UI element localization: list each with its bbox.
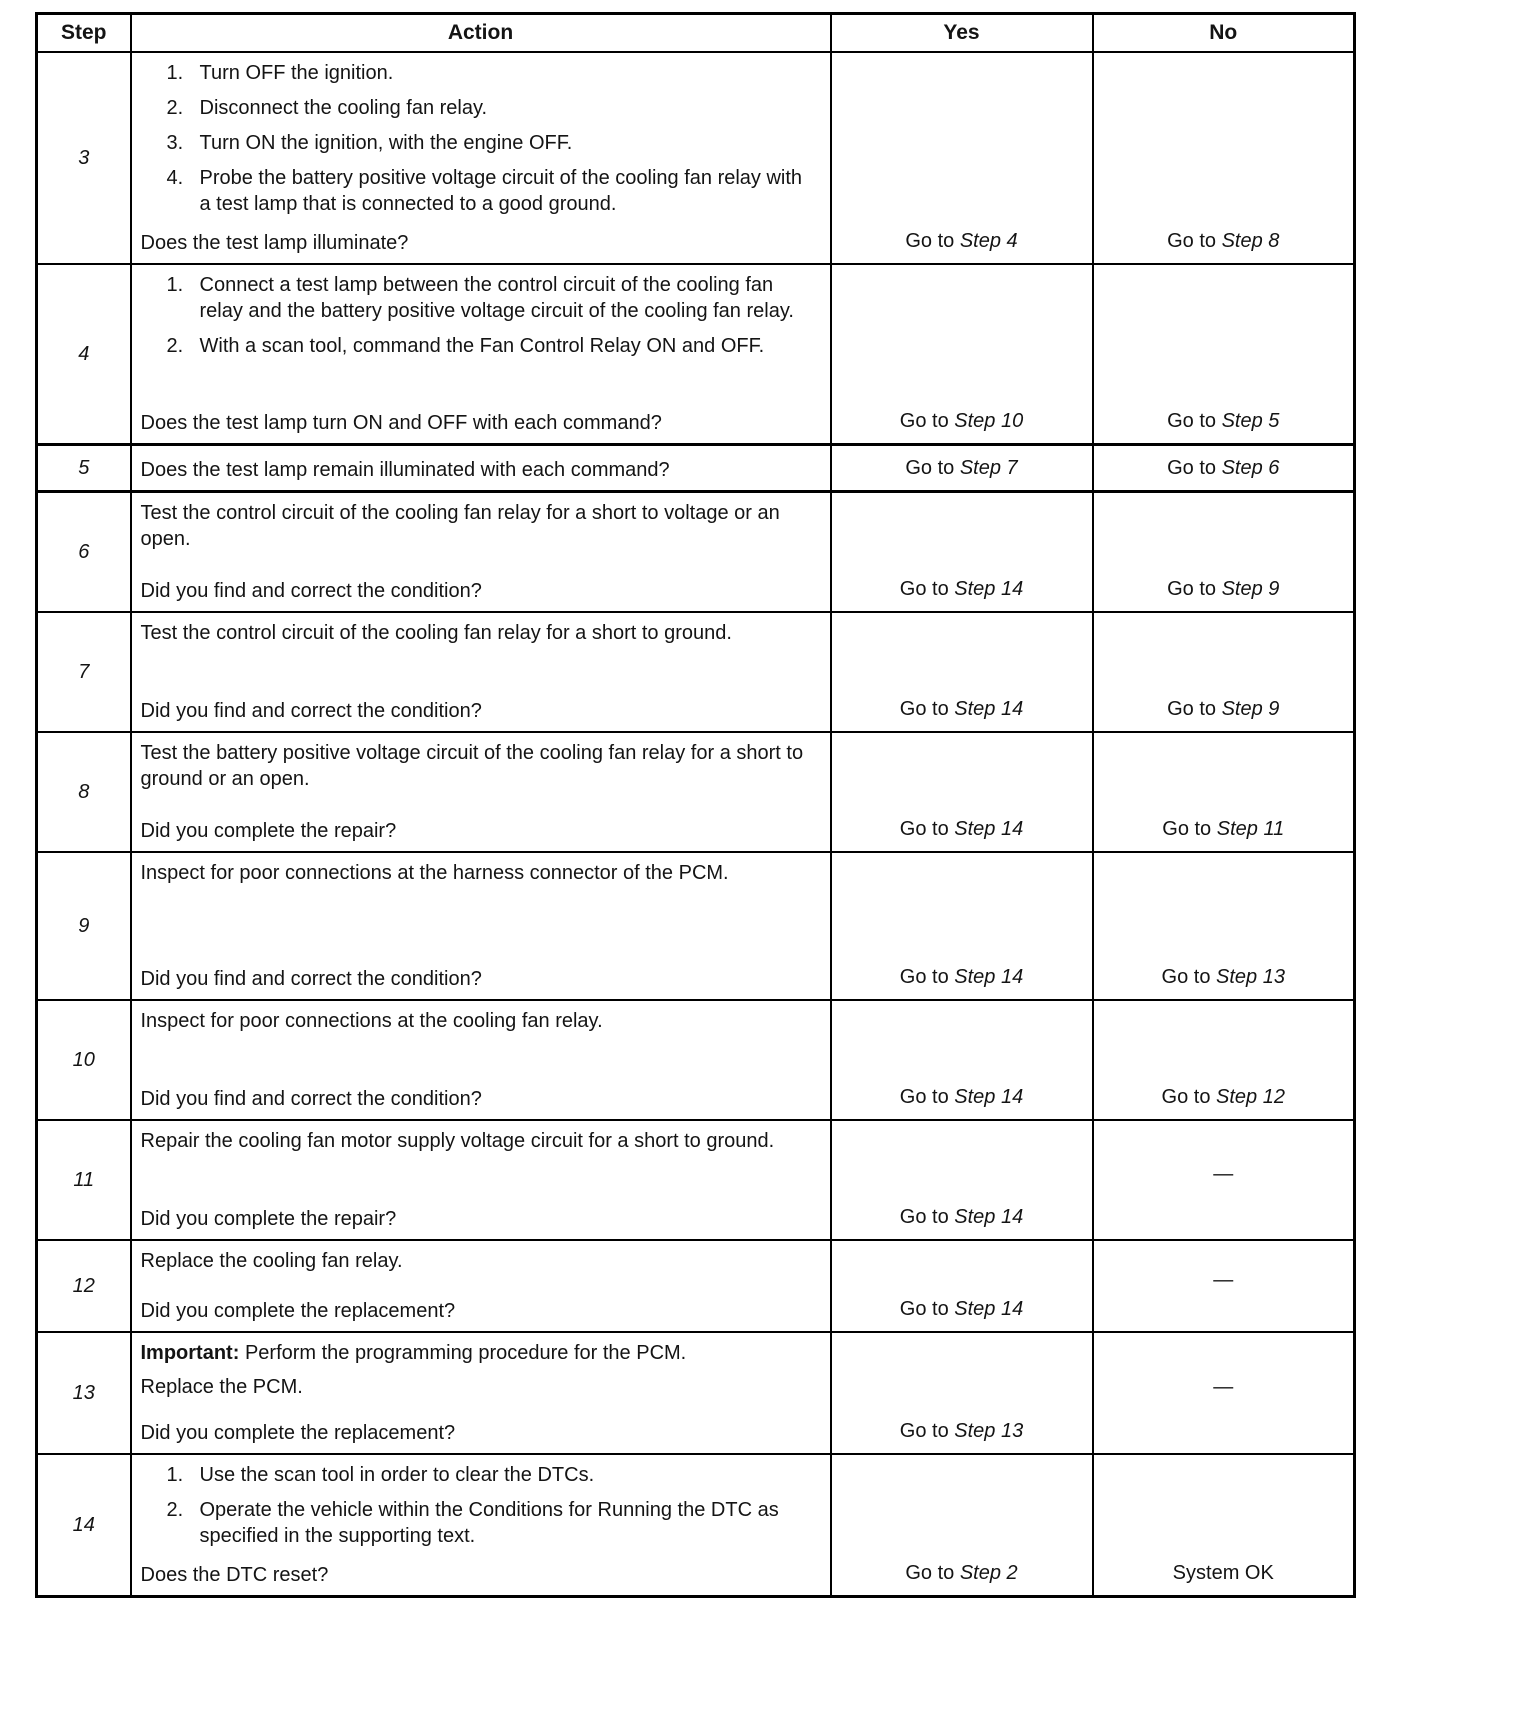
step-number: 14 — [37, 1454, 131, 1597]
yes-cell — [831, 445, 1093, 492]
action-cell — [131, 732, 831, 852]
action-body — [141, 620, 818, 654]
list-number: 3. — [166, 132, 184, 154]
action-body — [141, 1462, 818, 1558]
step-reference: Step 13 — [954, 1420, 1024, 1442]
no-cell — [1093, 1240, 1355, 1332]
goto-text: Go to — [899, 966, 955, 988]
step-reference: Step 4 — [959, 230, 1018, 252]
action-paragraph: Replace the PCM. — [140, 1376, 303, 1398]
table-row — [37, 492, 1355, 613]
step-reference: Step 11 — [1216, 818, 1285, 840]
action-body — [141, 740, 818, 800]
action-list-item — [141, 165, 818, 217]
action-paragraph: Test the control circuit of the cooling fan relay for a short to ground. — [140, 622, 732, 644]
action-question: Did you complete the repair? — [140, 1208, 397, 1230]
yes-cell — [831, 1454, 1093, 1597]
goto-text: Go to — [905, 457, 960, 479]
step-reference: Step 5 — [1221, 410, 1280, 432]
step-reference: Step 14 — [954, 1086, 1024, 1108]
list-item-text: Operate the vehicle within the Conditions for Running the DTC as specified in the supporting text. — [199, 1499, 779, 1547]
action-paragraph: Important: Perform the programming procedure for the PCM. — [140, 1342, 687, 1364]
yes-cell — [831, 612, 1093, 732]
yes-cell — [831, 1120, 1093, 1240]
step-reference: Step 14 — [954, 818, 1024, 840]
no-cell — [1093, 1120, 1355, 1240]
goto-text: Go to — [1161, 1086, 1217, 1108]
action-cell — [131, 1454, 831, 1597]
action-paragraph: Repair the cooling fan motor supply voltage circuit for a short to ground. — [140, 1130, 775, 1152]
list-item-text: Probe the battery positive voltage circuit of the cooling fan relay with a test lamp that is connected to a good ground. — [199, 167, 803, 215]
list-item-text: Turn OFF the ignition. — [199, 62, 394, 84]
step-number: 13 — [37, 1332, 131, 1454]
table-row — [37, 52, 1355, 264]
goto-text: Go to — [905, 1562, 960, 1584]
goto-text: Go to — [1167, 698, 1222, 720]
yes-cell — [831, 264, 1093, 445]
goto-text: Go to — [1167, 578, 1222, 600]
action-paragraph: Test the battery positive voltage circuit of the cooling fan relay for a short to ground or an open. — [140, 742, 804, 790]
action-question: Did you complete the replacement? — [140, 1300, 456, 1322]
table-row — [37, 445, 1355, 492]
step-number: 10 — [37, 1000, 131, 1120]
no-cell — [1093, 1000, 1355, 1120]
col-header-no: No — [1093, 14, 1355, 53]
step-number: 5 — [37, 445, 131, 492]
action-body — [141, 272, 818, 368]
step-reference: Step 9 — [1221, 698, 1280, 720]
yes-cell — [831, 52, 1093, 264]
list-number: 1. — [166, 1464, 184, 1486]
action-body — [141, 1248, 818, 1282]
table-body — [37, 52, 1355, 1597]
action-list-item — [141, 1497, 818, 1549]
step-reference: Step 14 — [954, 966, 1024, 988]
action-body — [141, 60, 818, 226]
goto-text: Go to — [1167, 457, 1222, 479]
no-cell — [1093, 445, 1355, 492]
no-cell — [1093, 52, 1355, 264]
goto-text: Go to — [905, 230, 960, 252]
action-cell — [131, 1000, 831, 1120]
goto-text: Go to — [899, 1298, 955, 1320]
yes-cell — [831, 1240, 1093, 1332]
goto-text: Go to — [899, 1086, 955, 1108]
table-row — [37, 1332, 1355, 1454]
step-reference: Step 2 — [959, 1562, 1018, 1584]
table-row — [37, 1454, 1355, 1597]
yes-cell — [831, 852, 1093, 1000]
col-header-step: Step — [37, 14, 131, 53]
dash: — — [1213, 1376, 1234, 1398]
goto-text: Go to — [899, 698, 955, 720]
action-paragraph: Test the control circuit of the cooling fan relay for a short to voltage or an open. — [140, 502, 780, 550]
important-label: Important: — [140, 1342, 240, 1364]
step-number: 6 — [37, 492, 131, 613]
step-number: 7 — [37, 612, 131, 732]
action-cell — [131, 1240, 831, 1332]
step-reference: Step 13 — [1216, 966, 1285, 988]
step-reference: Step 8 — [1221, 230, 1280, 252]
yes-cell — [831, 492, 1093, 613]
goto-text: Go to — [899, 818, 955, 840]
action-list-item — [141, 95, 818, 121]
action-question: Does the test lamp turn ON and OFF with each command? — [140, 412, 662, 434]
col-header-yes: Yes — [831, 14, 1093, 53]
step-reference: Step 10 — [954, 410, 1024, 432]
yes-cell — [831, 1000, 1093, 1120]
goto-text: Go to — [1167, 230, 1222, 252]
action-body — [141, 500, 818, 560]
goto-text: Go to — [1162, 818, 1217, 840]
action-cell — [131, 1332, 831, 1454]
action-cell — [131, 52, 831, 264]
step-number: 12 — [37, 1240, 131, 1332]
action-list-item — [141, 60, 818, 86]
diagnostic-table — [35, 12, 1356, 1598]
action-list-item — [141, 272, 818, 324]
step-reference: Step 14 — [954, 1298, 1024, 1320]
list-number: 1. — [166, 274, 184, 296]
action-question: Does the DTC reset? — [140, 1564, 329, 1586]
action-paragraph: Inspect for poor connections at the cooling fan relay. — [140, 1010, 603, 1032]
no-cell — [1093, 264, 1355, 445]
diagnostic-table-page — [35, 12, 1353, 1598]
action-question: Did you complete the repair? — [140, 820, 397, 842]
step-reference: Step 14 — [954, 578, 1024, 600]
no-cell — [1093, 612, 1355, 732]
col-header-action: Action — [131, 14, 831, 53]
step-number: 3 — [37, 52, 131, 264]
step-reference: Step 7 — [959, 457, 1018, 479]
list-number: 2. — [166, 97, 184, 119]
action-question: Did you complete the replacement? — [140, 1422, 456, 1444]
action-question: Did you find and correct the condition? — [140, 968, 482, 990]
action-question: Did you find and correct the condition? — [140, 580, 482, 602]
action-list-item — [141, 333, 818, 359]
action-question: Does the test lamp remain illuminated with each command? — [140, 459, 670, 481]
list-item-text: Use the scan tool in order to clear the DTCs. — [199, 1464, 595, 1486]
list-item-text: Turn ON the ignition, with the engine OFF. — [199, 132, 573, 154]
yes-cell — [831, 1332, 1093, 1454]
goto-text: Go to — [1167, 410, 1222, 432]
action-cell — [131, 492, 831, 613]
no-cell — [1093, 732, 1355, 852]
action-paragraph: Replace the cooling fan relay. — [140, 1250, 403, 1272]
no-cell — [1093, 1454, 1355, 1597]
list-number: 4. — [166, 167, 184, 189]
list-item-text: Disconnect the cooling fan relay. — [199, 97, 488, 119]
action-list-item — [141, 130, 818, 156]
header-row — [37, 14, 1355, 53]
table-row — [37, 264, 1355, 445]
table-row — [37, 1240, 1355, 1332]
step-reference: Step 6 — [1221, 457, 1280, 479]
goto-text: Go to — [899, 578, 955, 600]
action-cell — [131, 612, 831, 732]
action-body — [141, 1008, 818, 1042]
action-cell — [131, 852, 831, 1000]
action-question: Did you find and correct the condition? — [140, 1088, 482, 1110]
goto-text: Go to — [899, 1420, 955, 1442]
step-reference: Step 14 — [954, 698, 1024, 720]
no-cell — [1093, 852, 1355, 1000]
yes-cell — [831, 732, 1093, 852]
table-row — [37, 1000, 1355, 1120]
step-reference: Step 9 — [1221, 578, 1280, 600]
dash: — — [1213, 1269, 1234, 1291]
action-question: Did you find and correct the condition? — [140, 700, 482, 722]
result-label: System OK — [1172, 1562, 1274, 1584]
list-item-text: With a scan tool, command the Fan Control Relay ON and OFF. — [199, 335, 765, 357]
step-reference: Step 12 — [1216, 1086, 1285, 1108]
goto-text: Go to — [1161, 966, 1217, 988]
dash: — — [1213, 1163, 1234, 1185]
goto-text: Go to — [899, 1206, 955, 1228]
list-number: 2. — [166, 1499, 184, 1521]
action-cell — [131, 264, 831, 445]
table-row — [37, 732, 1355, 852]
action-list-item — [141, 1462, 818, 1488]
action-question: Does the test lamp illuminate? — [140, 232, 409, 254]
step-number: 8 — [37, 732, 131, 852]
step-number: 11 — [37, 1120, 131, 1240]
goto-text: Go to — [899, 410, 955, 432]
table-row — [37, 612, 1355, 732]
list-item-text: Connect a test lamp between the control circuit of the cooling fan relay and the battery positive voltage circuit of the cooling fan relay. — [199, 274, 794, 322]
step-number: 9 — [37, 852, 131, 1000]
list-number: 2. — [166, 335, 184, 357]
action-body — [141, 1340, 818, 1408]
action-cell — [131, 1120, 831, 1240]
no-cell — [1093, 492, 1355, 613]
step-number: 4 — [37, 264, 131, 445]
no-cell — [1093, 1332, 1355, 1454]
table-row — [37, 1120, 1355, 1240]
action-body — [141, 860, 818, 894]
action-paragraph: Inspect for poor connections at the harness connector of the PCM. — [140, 862, 729, 884]
step-reference: Step 14 — [954, 1206, 1024, 1228]
action-cell — [131, 445, 831, 492]
table-row — [37, 852, 1355, 1000]
action-body — [141, 1128, 818, 1162]
list-number: 1. — [166, 62, 184, 84]
